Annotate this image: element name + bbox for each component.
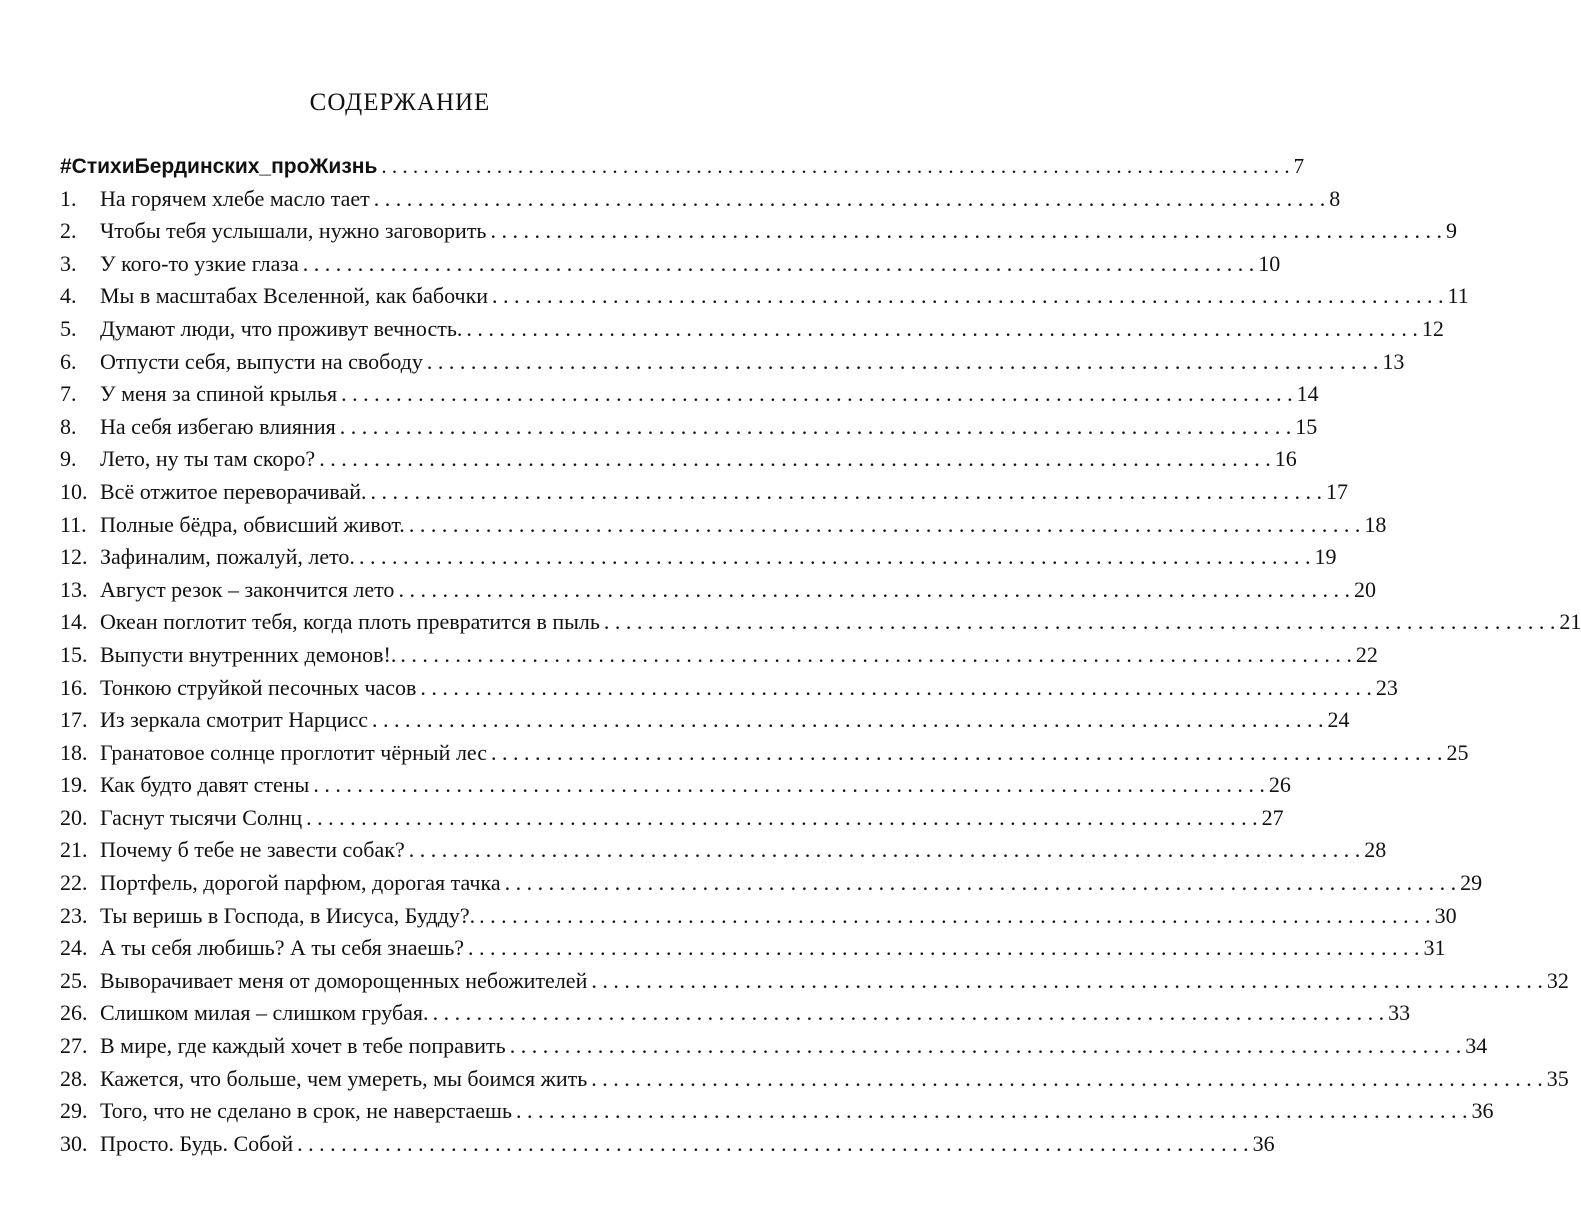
toc-entry[interactable] bbox=[60, 476, 1349, 509]
toc-entry-title: Почему б тебе не завести собак? bbox=[100, 837, 405, 863]
toc-entry-page: 28 bbox=[1364, 837, 1387, 863]
toc-entry[interactable] bbox=[60, 932, 1446, 965]
toc-entry-page: 36 bbox=[1471, 1098, 1494, 1124]
toc-entry[interactable] bbox=[60, 834, 1387, 867]
toc-entry-page: 10 bbox=[1258, 250, 1281, 276]
toc-entry-number: 2. bbox=[60, 218, 77, 244]
toc-entry-title: Портфель, дорогой парфюм, дорогая тачка bbox=[100, 870, 501, 896]
toc-entry[interactable] bbox=[60, 509, 1387, 542]
toc-entry-number: 8. bbox=[60, 413, 77, 439]
toc-entry-number: 9. bbox=[60, 446, 77, 472]
toc-entry-number: 1. bbox=[60, 185, 77, 211]
toc-entry-page: 14 bbox=[1296, 381, 1319, 407]
toc-entry-page: 17 bbox=[1326, 478, 1349, 504]
toc-entry-title: Гранатовое солнце проглотит чёрный лес bbox=[100, 739, 488, 765]
toc-leader-dots bbox=[510, 1030, 1462, 1063]
toc-entry-page: 34 bbox=[1465, 1033, 1488, 1059]
toc-leader-dots bbox=[479, 900, 1431, 933]
toc-entry-page: 33 bbox=[1388, 1000, 1411, 1026]
toc-entry-number: 21. bbox=[60, 837, 88, 863]
toc-entry[interactable] bbox=[60, 704, 1350, 737]
toc-leader-dots bbox=[341, 378, 1293, 411]
toc-leader-dots bbox=[420, 672, 1372, 705]
toc-entry-title: На себя избегаю влияния bbox=[100, 413, 336, 439]
toc-entry[interactable] bbox=[60, 574, 1376, 607]
toc-entry-page: 35 bbox=[1546, 1065, 1569, 1091]
toc-leader-dots bbox=[492, 280, 1444, 313]
toc-entry[interactable] bbox=[60, 411, 1318, 444]
toc-entry-page: 15 bbox=[1295, 413, 1318, 439]
toc-entry-page: 31 bbox=[1423, 935, 1446, 961]
toc-leader-dots bbox=[468, 932, 1420, 965]
toc-entry-number: 14. bbox=[60, 609, 88, 635]
table-of-contents bbox=[60, 150, 1581, 1160]
toc-entry-page: 26 bbox=[1268, 772, 1291, 798]
toc-leader-dots bbox=[372, 704, 1324, 737]
toc-leader-dots bbox=[491, 737, 1443, 770]
toc-entry[interactable] bbox=[60, 802, 1284, 835]
toc-entry-number: 30. bbox=[60, 1130, 88, 1156]
toc-entry-number: 27. bbox=[60, 1033, 88, 1059]
toc-entry[interactable] bbox=[60, 248, 1281, 281]
toc-section-title: #СтихиБердинских_проЖизнь bbox=[60, 155, 378, 178]
toc-leader-dots bbox=[359, 541, 1311, 574]
toc-entry[interactable] bbox=[60, 867, 1483, 900]
toc-entry[interactable] bbox=[60, 443, 1297, 476]
toc-entry[interactable] bbox=[60, 378, 1319, 411]
toc-entry-title: Как будто давят стены bbox=[100, 772, 310, 798]
toc-entry-title: Выворачивает меня от доморощенных небожителей bbox=[100, 967, 588, 993]
toc-leader-dots bbox=[297, 1128, 1249, 1161]
toc-entry-title: На горячем хлебе масло тает bbox=[100, 185, 370, 211]
toc-entry-title: У меня за спиной крылья bbox=[100, 381, 338, 407]
toc-entry-page: 12 bbox=[1421, 315, 1444, 341]
toc-entry-title: Август резок – закончится лето bbox=[100, 576, 395, 602]
toc-entry-page: 13 bbox=[1382, 348, 1405, 374]
toc-entry-number: 18. bbox=[60, 739, 88, 765]
toc-entry-number: 10. bbox=[60, 478, 88, 504]
toc-leader-dots bbox=[381, 150, 1289, 183]
toc-entry-page: 22 bbox=[1355, 641, 1378, 667]
toc-entry[interactable] bbox=[60, 541, 1337, 574]
toc-entry[interactable] bbox=[60, 280, 1469, 313]
toc-entry-title: Слишком милая – слишком грубая. bbox=[100, 1000, 429, 1026]
toc-leader-dots bbox=[409, 509, 1361, 542]
toc-entry-number: 20. bbox=[60, 804, 88, 830]
toc-entry-title: Чтобы тебя услышали, нужно заговорить bbox=[100, 218, 487, 244]
toc-entry-number: 24. bbox=[60, 935, 88, 961]
toc-entry-page: 21 bbox=[1559, 609, 1581, 635]
toc-entry-title: Гаснут тысячи Солнц bbox=[100, 804, 303, 830]
toc-entry-page: 23 bbox=[1375, 674, 1398, 700]
toc-entry-number: 4. bbox=[60, 283, 77, 309]
toc-entry-title: Просто. Будь. Собой bbox=[100, 1130, 294, 1156]
toc-entry-title: Из зеркала смотрит Нарцисс bbox=[100, 707, 368, 733]
toc-entry-title: Ты веришь в Господа, в Иисуса, Будду?. bbox=[100, 902, 476, 928]
page-title: СОДЕРЖАНИЕ bbox=[309, 89, 491, 116]
toc-leader-dots bbox=[433, 997, 1385, 1030]
toc-entry-page: 18 bbox=[1364, 511, 1387, 537]
toc-entry-title: Лето, ну ты там скоро? bbox=[100, 446, 316, 472]
toc-section-page: 7 bbox=[1293, 154, 1305, 178]
toc-entry[interactable] bbox=[60, 1063, 1569, 1096]
toc-leader-dots bbox=[505, 867, 1457, 900]
toc-entry-number: 26. bbox=[60, 1000, 88, 1026]
toc-entry[interactable] bbox=[60, 900, 1457, 933]
toc-entry[interactable] bbox=[60, 183, 1341, 216]
toc-leader-dots bbox=[591, 965, 1543, 998]
toc-entry-title: Всё отжитое переворачивай. bbox=[100, 478, 367, 504]
toc-leader-dots bbox=[516, 1095, 1468, 1128]
toc-entry[interactable] bbox=[60, 769, 1291, 802]
toc-entry-title: Зафиналим, пожалуй, лето. bbox=[100, 544, 355, 570]
toc-entry-page: 11 bbox=[1447, 283, 1469, 309]
toc-entry-number: 11. bbox=[60, 511, 87, 537]
toc-entry-title: Того, что не сделано в срок, не наверстаешь bbox=[100, 1098, 513, 1124]
toc-entry[interactable] bbox=[60, 606, 1581, 639]
toc-leader-dots bbox=[340, 411, 1292, 444]
toc-entry-page: 9 bbox=[1445, 218, 1457, 244]
toc-entry-number: 12. bbox=[60, 544, 88, 570]
toc-entry-number: 25. bbox=[60, 967, 88, 993]
toc-entry-title: Думают люди, что проживут вечность. bbox=[100, 315, 463, 341]
toc-entry-number: 23. bbox=[60, 902, 88, 928]
toc-entry-page: 24 bbox=[1327, 707, 1350, 733]
toc-entry[interactable] bbox=[60, 313, 1444, 346]
toc-entry[interactable] bbox=[60, 965, 1569, 998]
toc-leader-dots bbox=[409, 834, 1361, 867]
toc-entry-page: 25 bbox=[1446, 739, 1469, 765]
toc-entry-list bbox=[60, 183, 1581, 1161]
toc-entry-title: Океан поглотит тебя, когда плоть превратится в пыль bbox=[100, 609, 600, 635]
toc-entry-number: 6. bbox=[60, 348, 77, 374]
toc-entry-page: 19 bbox=[1314, 544, 1337, 570]
toc-entry-title: Кажется, что больше, чем умереть, мы боимся жить bbox=[100, 1065, 588, 1091]
toc-entry-number: 13. bbox=[60, 576, 88, 602]
toc-leader-dots bbox=[303, 248, 1255, 281]
toc-entry-title: Выпусти внутренних демонов!. bbox=[100, 641, 397, 667]
toc-leader-dots bbox=[313, 769, 1265, 802]
toc-entry-page: 20 bbox=[1353, 576, 1376, 602]
toc-entry[interactable] bbox=[60, 997, 1411, 1030]
toc-entry-page: 36 bbox=[1252, 1130, 1275, 1156]
toc-leader-dots bbox=[306, 802, 1258, 835]
toc-entry[interactable] bbox=[60, 215, 1457, 248]
toc-entry-number: 16. bbox=[60, 674, 88, 700]
toc-entry-title: У кого-то узкие глаза bbox=[100, 250, 299, 276]
toc-entry[interactable] bbox=[60, 1095, 1494, 1128]
toc-entry-page: 8 bbox=[1329, 185, 1341, 211]
toc-entry-page: 30 bbox=[1434, 902, 1457, 928]
toc-entry-number: 7. bbox=[60, 381, 77, 407]
toc-entry-number: 3. bbox=[60, 250, 77, 276]
toc-entry-number: 28. bbox=[60, 1065, 88, 1091]
toc-entry-title: Тонкою струйкой песочных часов bbox=[100, 674, 417, 700]
toc-entry-title: А ты себя любишь? А ты себя знаешь? bbox=[100, 935, 465, 961]
toc-entry-title: В мире, где каждый хочет в тебе поправить bbox=[100, 1033, 506, 1059]
toc-leader-dots bbox=[398, 574, 1350, 607]
toc-entry-number: 22. bbox=[60, 870, 88, 896]
toc-entry-title: Мы в масштабах Вселенной, как бабочки bbox=[100, 283, 489, 309]
toc-section-row[interactable] bbox=[60, 150, 1305, 183]
toc-entry[interactable] bbox=[60, 1030, 1488, 1063]
toc-entry-page: 29 bbox=[1460, 870, 1483, 896]
toc-leader-dots bbox=[490, 215, 1442, 248]
toc-leader-dots bbox=[319, 443, 1271, 476]
toc-entry-number: 17. bbox=[60, 707, 88, 733]
toc-entry[interactable] bbox=[60, 672, 1398, 705]
toc-leader-dots bbox=[371, 476, 1323, 509]
toc-entry-number: 29. bbox=[60, 1098, 88, 1124]
toc-leader-dots bbox=[591, 1063, 1543, 1096]
toc-leader-dots bbox=[604, 606, 1556, 639]
toc-entry-page: 32 bbox=[1546, 967, 1569, 993]
toc-leader-dots bbox=[427, 346, 1379, 379]
toc-entry-number: 19. bbox=[60, 772, 88, 798]
toc-entry[interactable] bbox=[60, 1128, 1275, 1161]
toc-entry-number: 15. bbox=[60, 641, 88, 667]
toc-entry-page: 16 bbox=[1274, 446, 1297, 472]
toc-entry[interactable] bbox=[60, 346, 1405, 379]
toc-leader-dots bbox=[466, 313, 1418, 346]
toc-entry[interactable] bbox=[60, 737, 1469, 770]
toc-entry-number: 5. bbox=[60, 315, 77, 341]
toc-entry-title: Полные бёдра, обвисший живот. bbox=[100, 511, 405, 537]
toc-entry[interactable] bbox=[60, 639, 1378, 672]
toc-entry-page: 27 bbox=[1261, 804, 1284, 830]
toc-leader-dots bbox=[374, 183, 1326, 216]
toc-leader-dots bbox=[400, 639, 1352, 672]
toc-entry-title: Отпусти себя, выпусти на свободу bbox=[100, 348, 423, 374]
